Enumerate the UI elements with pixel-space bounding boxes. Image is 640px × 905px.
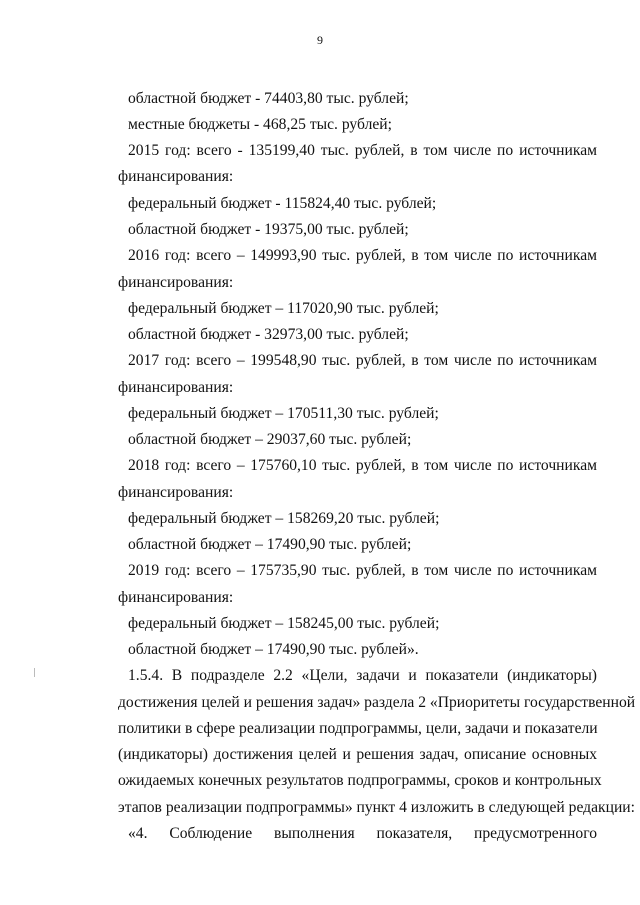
paragraph-line: этапов реализации подпрограммы» пункт 4 изложить в следующей редакции: bbox=[118, 799, 635, 816]
budget-line: областной бюджет - 74403,80 тыс. рублей; bbox=[128, 90, 409, 107]
paragraph-line: 1.5.4. В подразделе 2.2 «Цели, задачи и показатели (индикаторы) bbox=[128, 667, 597, 684]
continuation-line: финансирования: bbox=[118, 484, 234, 501]
budget-line: федеральный бюджет – 158245,00 тыс. рублей; bbox=[128, 615, 440, 632]
continuation-line: финансирования: bbox=[118, 168, 234, 185]
budget-line: федеральный бюджет – 170511,30 тыс. рублей; bbox=[128, 405, 439, 422]
continuation-line: финансирования: bbox=[118, 379, 234, 396]
continuation-line: финансирования: bbox=[118, 589, 234, 606]
budget-line: местные бюджеты - 468,25 тыс. рублей; bbox=[128, 116, 392, 133]
year-total-line: 2019 год: всего – 175735,90 тыс. рублей, в том числе по источникам bbox=[128, 562, 597, 579]
budget-line: областной бюджет – 17490,90 тыс. рублей; bbox=[128, 536, 412, 553]
budget-line: федеральный бюджет – 158269,20 тыс. рублей; bbox=[128, 510, 440, 527]
paragraph-line: политики в сфере реализации подпрограммы, цели, задачи и показатели bbox=[118, 720, 598, 737]
paragraph-line: достижения целей и решения задач» раздела 2 «Приоритеты государственной bbox=[118, 694, 636, 711]
budget-line: областной бюджет - 32973,00 тыс. рублей; bbox=[128, 326, 409, 343]
page-number: 9 bbox=[317, 33, 323, 47]
paragraph-line: ожидаемых конечных результатов подпрограммы, сроков и контрольных bbox=[118, 772, 602, 789]
margin-mark bbox=[34, 668, 35, 677]
year-total-line: 2016 год: всего – 149993,90 тыс. рублей, в том числе по источникам bbox=[128, 247, 597, 264]
paragraph-line: «4. Соблюдение выполнения показателя, предусмотренного bbox=[128, 825, 597, 842]
budget-line: областной бюджет – 17490,90 тыс. рублей». bbox=[128, 641, 419, 658]
paragraph-line: (индикаторы) достижения целей и решения задач, описание основных bbox=[118, 746, 597, 763]
budget-line: федеральный бюджет – 117020,90 тыс. рублей; bbox=[128, 300, 439, 317]
continuation-line: финансирования: bbox=[118, 274, 234, 291]
year-total-line: 2015 год: всего - 135199,40 тыс. рублей, в том числе по источникам bbox=[128, 142, 597, 159]
year-total-line: 2017 год: всего – 199548,90 тыс. рублей, в том числе по источникам bbox=[128, 352, 597, 369]
budget-line: федеральный бюджет - 115824,40 тыс. рублей; bbox=[128, 195, 437, 212]
budget-line: областной бюджет - 19375,00 тыс. рублей; bbox=[128, 221, 409, 238]
year-total-line: 2018 год: всего – 175760,10 тыс. рублей, в том числе по источникам bbox=[128, 457, 597, 474]
budget-line: областной бюджет – 29037,60 тыс. рублей; bbox=[128, 431, 412, 448]
